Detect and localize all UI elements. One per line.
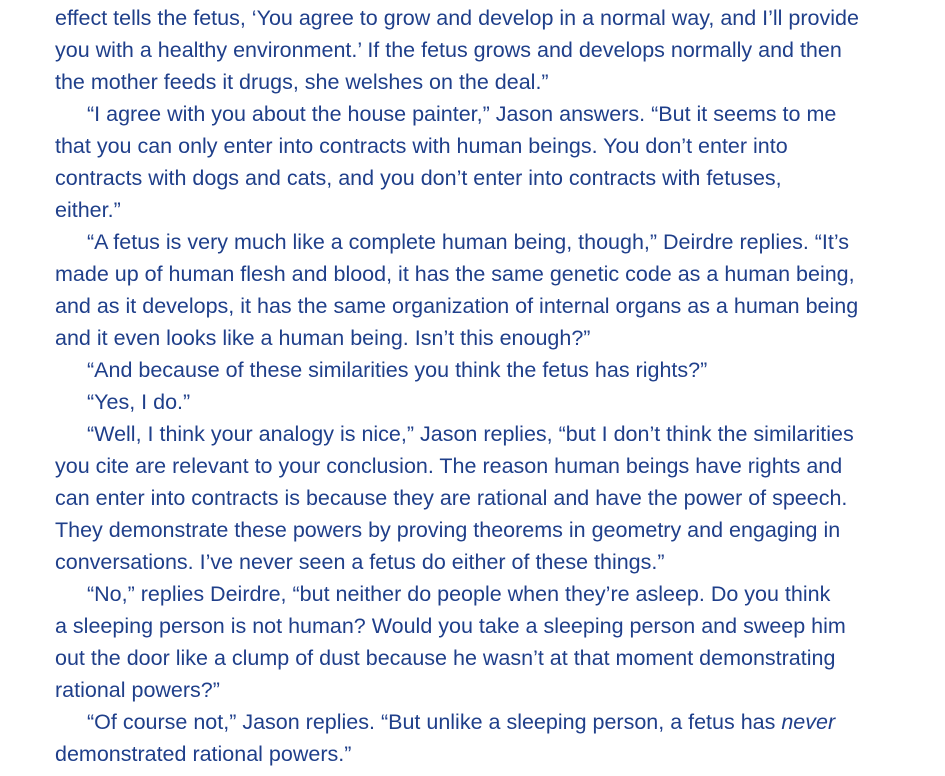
text-line: “No,” replies Deirdre, “but neither do people when they’re asleep. Do you think: [87, 582, 831, 606]
text-line: “And because of these similarities you think the fetus has rights?”: [87, 358, 708, 382]
text-line: the mother feeds it drugs, she welshes on the deal.”: [55, 70, 549, 94]
text-line: conversations. I’ve never seen a fetus do either of these things.”: [55, 550, 665, 574]
text-line: either.”: [55, 198, 121, 222]
text-line: “Well, I think your analogy is nice,” Jason replies, “but I don’t think the similarities: [87, 422, 854, 446]
document-page: [55, 2, 945, 770]
text-line: “I agree with you about the house painter,” Jason answers. “But it seems to me: [87, 102, 837, 126]
text-line: and it even looks like a human being. Isn’t this enough?”: [55, 326, 591, 350]
text-line: a sleeping person is not human? Would you take a sleeping person and sweep him: [55, 614, 846, 638]
text-line-last-para: [55, 706, 945, 738]
text-span: “Of course not,” Jason replies. “But unlike a sleeping person, a fetus has: [87, 710, 782, 734]
text-line: you with a healthy environment.’ If the fetus grows and develops normally and then: [55, 38, 842, 62]
emphasis-text: never: [781, 710, 836, 734]
text-line: made up of human flesh and blood, it has the same genetic code as a human being,: [55, 262, 855, 286]
text-line: They demonstrate these powers by proving theorems in geometry and engaging in: [55, 518, 841, 542]
text-line: contracts with dogs and cats, and you don’t enter into contracts with fetuses,: [55, 166, 782, 190]
text-line: you cite are relevant to your conclusion. The reason human beings have rights and: [55, 454, 843, 478]
text-line: “Yes, I do.”: [87, 390, 191, 414]
text-line: demonstrated rational powers.”: [55, 742, 352, 766]
text-line: “A fetus is very much like a complete human being, though,” Deirdre replies. “It’s: [87, 230, 850, 254]
text-line: out the door like a clump of dust because he wasn’t at that moment demonstrating: [55, 646, 836, 670]
text-line: and as it develops, it has the same organization of internal organs as a human being: [55, 294, 859, 318]
text-line: effect tells the fetus, ‘You agree to grow and develop in a normal way, and I’ll provide: [55, 6, 859, 30]
text-line: can enter into contracts is because they are rational and have the power of speech.: [55, 486, 848, 510]
text-line: that you can only enter into contracts with human beings. You don’t enter into: [55, 134, 788, 158]
text-line: rational powers?”: [55, 678, 220, 702]
